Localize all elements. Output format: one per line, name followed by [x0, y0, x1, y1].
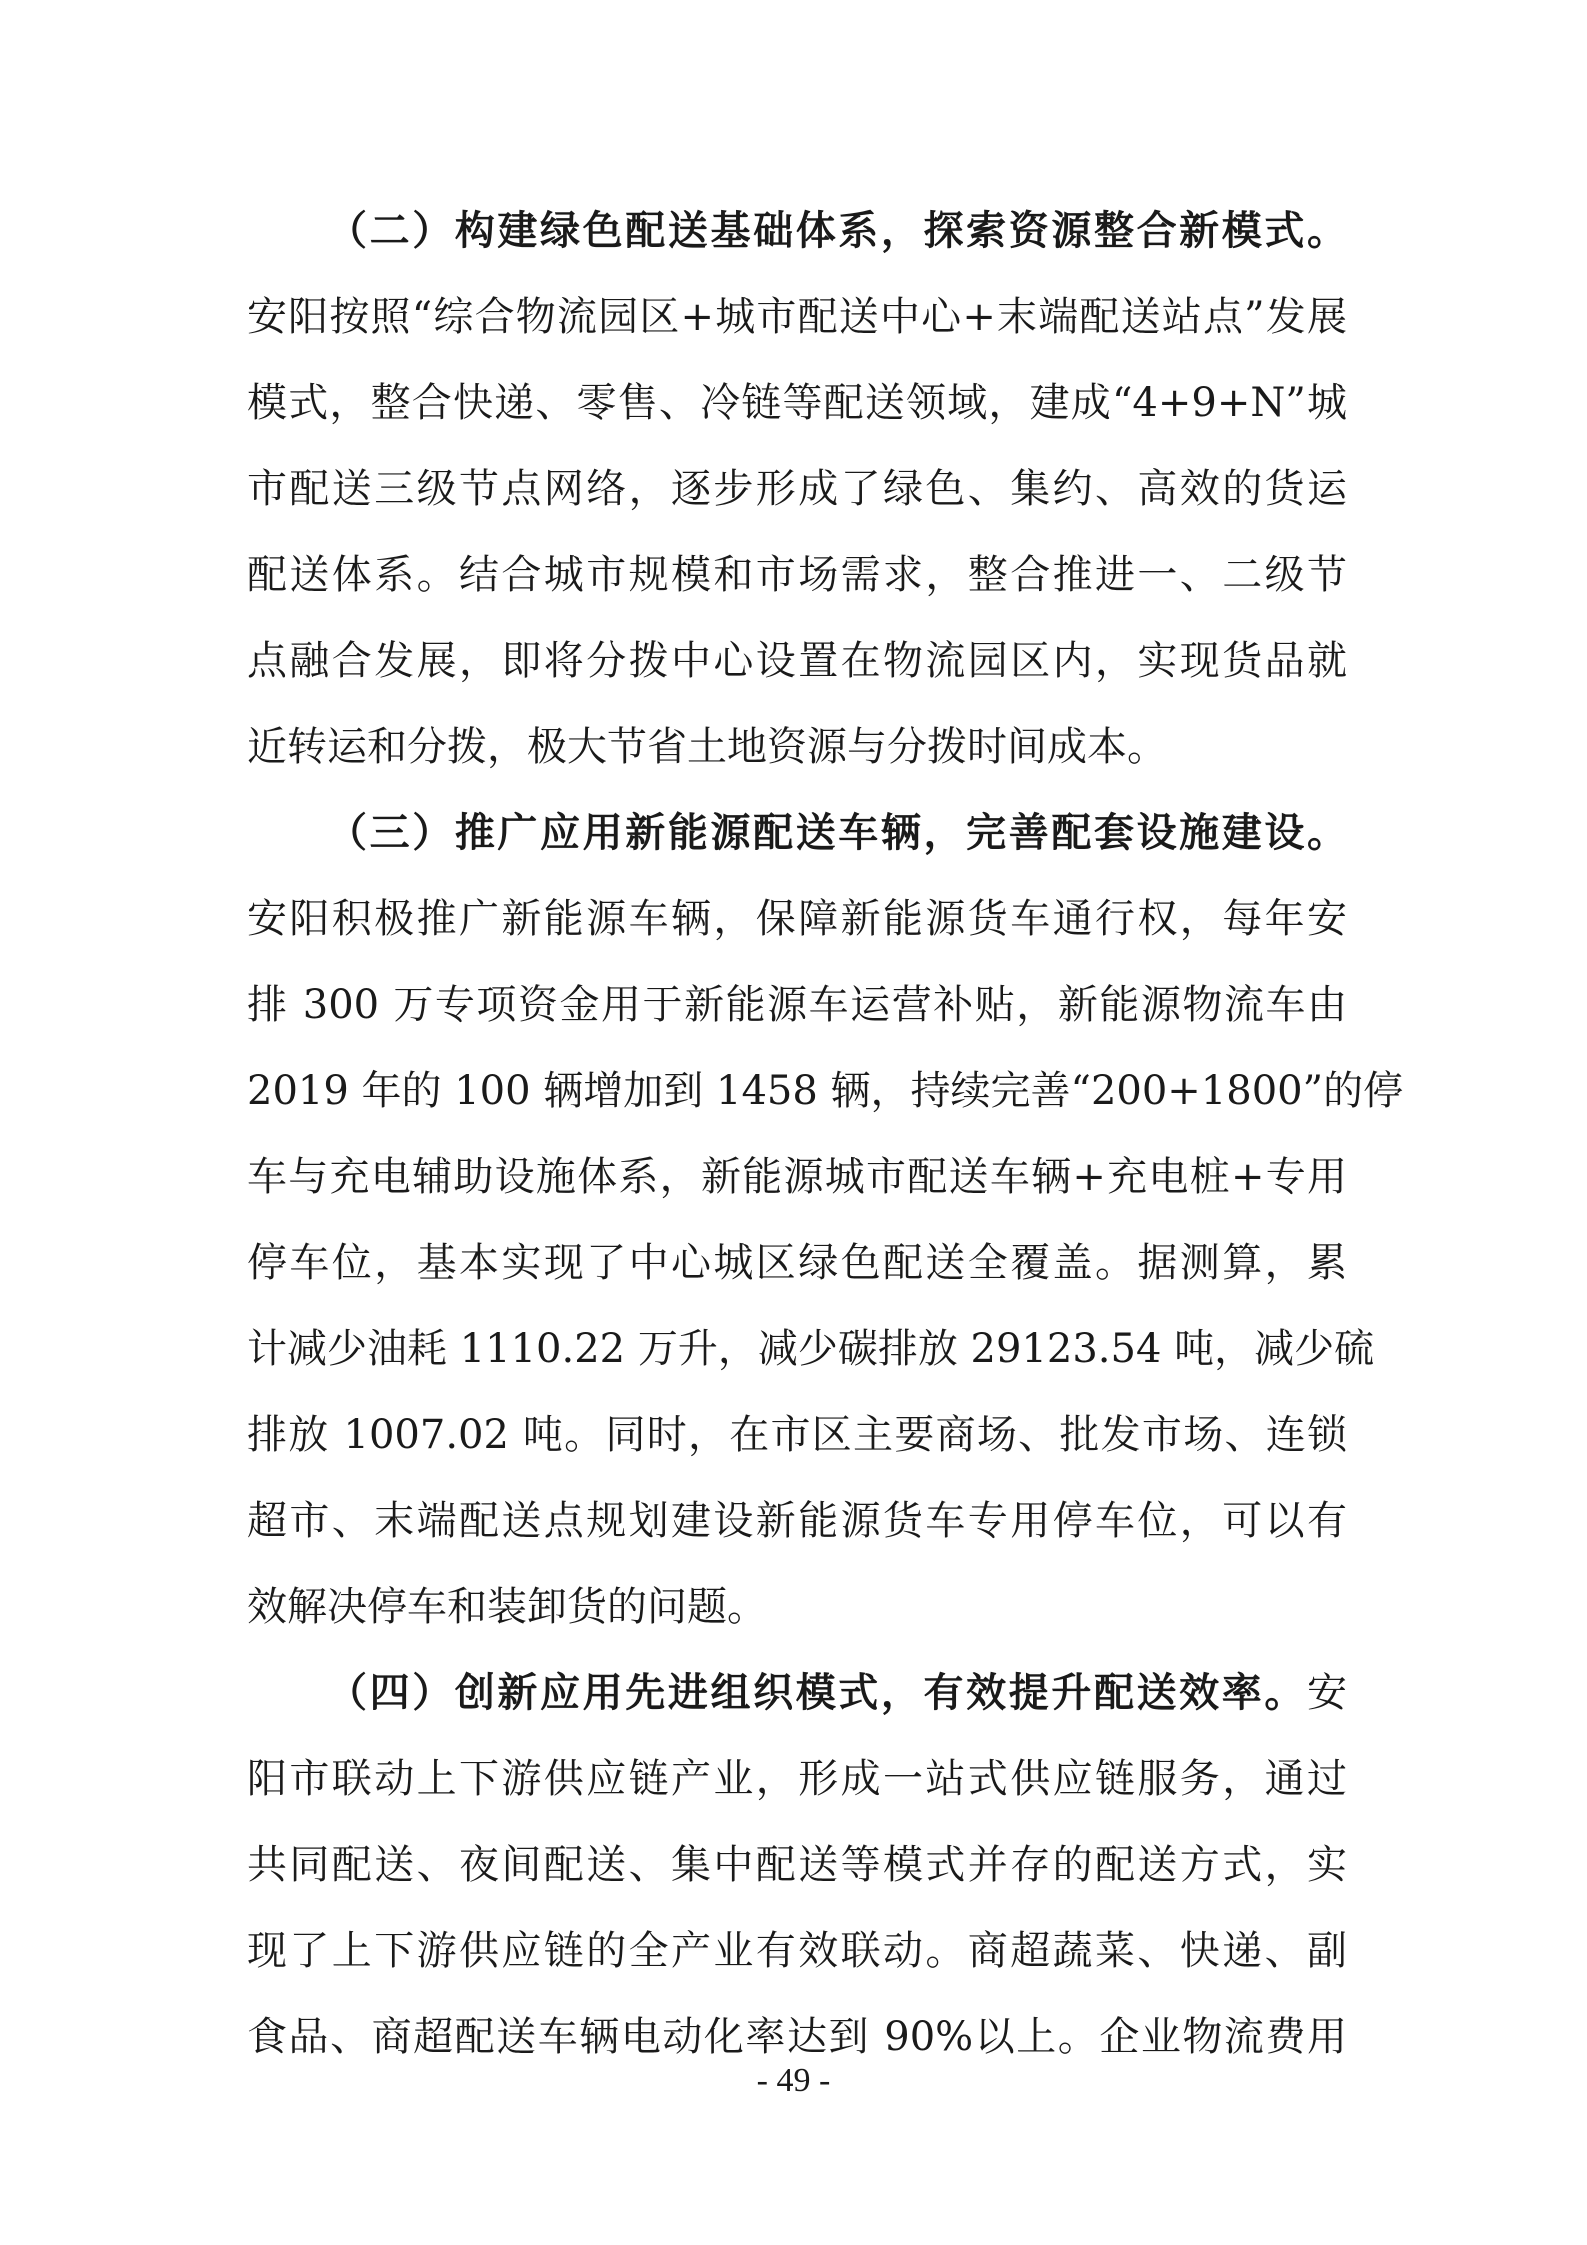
paragraph-line: 安阳按照“综合物流园区+城市配送中心+末端配送站点”发展	[247, 294, 1347, 340]
paragraph-line: 配送体系。结合城市规模和市场需求，整合推进一、二级节	[247, 552, 1347, 598]
paragraph-line: 停车位，基本实现了中心城区绿色配送全覆盖。据测算，累	[247, 1240, 1347, 1286]
paragraph-line: 阳市联动上下游供应链产业，形成一站式供应链服务，通过	[247, 1756, 1347, 1802]
section-heading-2: （二）构建绿色配送基础体系，探索资源整合新模式。	[327, 207, 1347, 254]
paragraph-line: 2019 年的 100 辆增加到 1458 辆，持续完善“200+1800”的停	[247, 1068, 1404, 1114]
paragraph-line: 超市、末端配送点规划建设新能源货车专用停车位，可以有	[247, 1498, 1347, 1544]
paragraph-text: 安	[1307, 1670, 1347, 1716]
paragraph-line: 共同配送、夜间配送、集中配送等模式并存的配送方式，实	[247, 1842, 1347, 1888]
paragraph-line: 模式，整合快递、零售、冷链等配送领域，建成“4+9+N”城	[247, 380, 1347, 426]
paragraph-line: 近转运和分拨，极大节省土地资源与分拨时间成本。	[247, 724, 1167, 770]
section-heading-4-line	[247, 1650, 1347, 1736]
body-text	[247, 188, 1404, 2080]
paragraph-line: 车与充电辅助设施体系，新能源城市配送车辆+充电桩+专用	[247, 1154, 1347, 1200]
paragraph-line: 排 300 万专项资金用于新能源车运营补贴，新能源物流车由	[247, 982, 1347, 1028]
page-number: - 49 -	[756, 2062, 831, 2099]
section-heading-3: （三）推广应用新能源配送车辆，完善配套设施建设。	[327, 809, 1347, 856]
paragraph-line: 效解决停车和装卸货的问题。	[247, 1584, 767, 1630]
paragraph-line: 排放 1007.02 吨。同时，在市区主要商场、批发市场、连锁	[247, 1412, 1347, 1458]
section-heading-4: （四）创新应用先进组织模式，有效提升配送效率。	[327, 1669, 1307, 1716]
paragraph-line: 现了上下游供应链的全产业有效联动。商超蔬菜、快递、副	[247, 1928, 1347, 1974]
paragraph-line: 计减少油耗 1110.22 万升，减少碳排放 29123.54 吨，减少硫	[247, 1326, 1375, 1372]
paragraph-line: 市配送三级节点网络，逐步形成了绿色、集约、高效的货运	[247, 466, 1347, 512]
paragraph-line: 食品、商超配送车辆电动化率达到 90%以上。企业物流费用	[247, 2014, 1347, 2060]
paragraph-line: 安阳积极推广新能源车辆，保障新能源货车通行权，每年安	[247, 896, 1347, 942]
paragraph-line: 点融合发展，即将分拨中心设置在物流园区内，实现货品就	[247, 638, 1347, 684]
